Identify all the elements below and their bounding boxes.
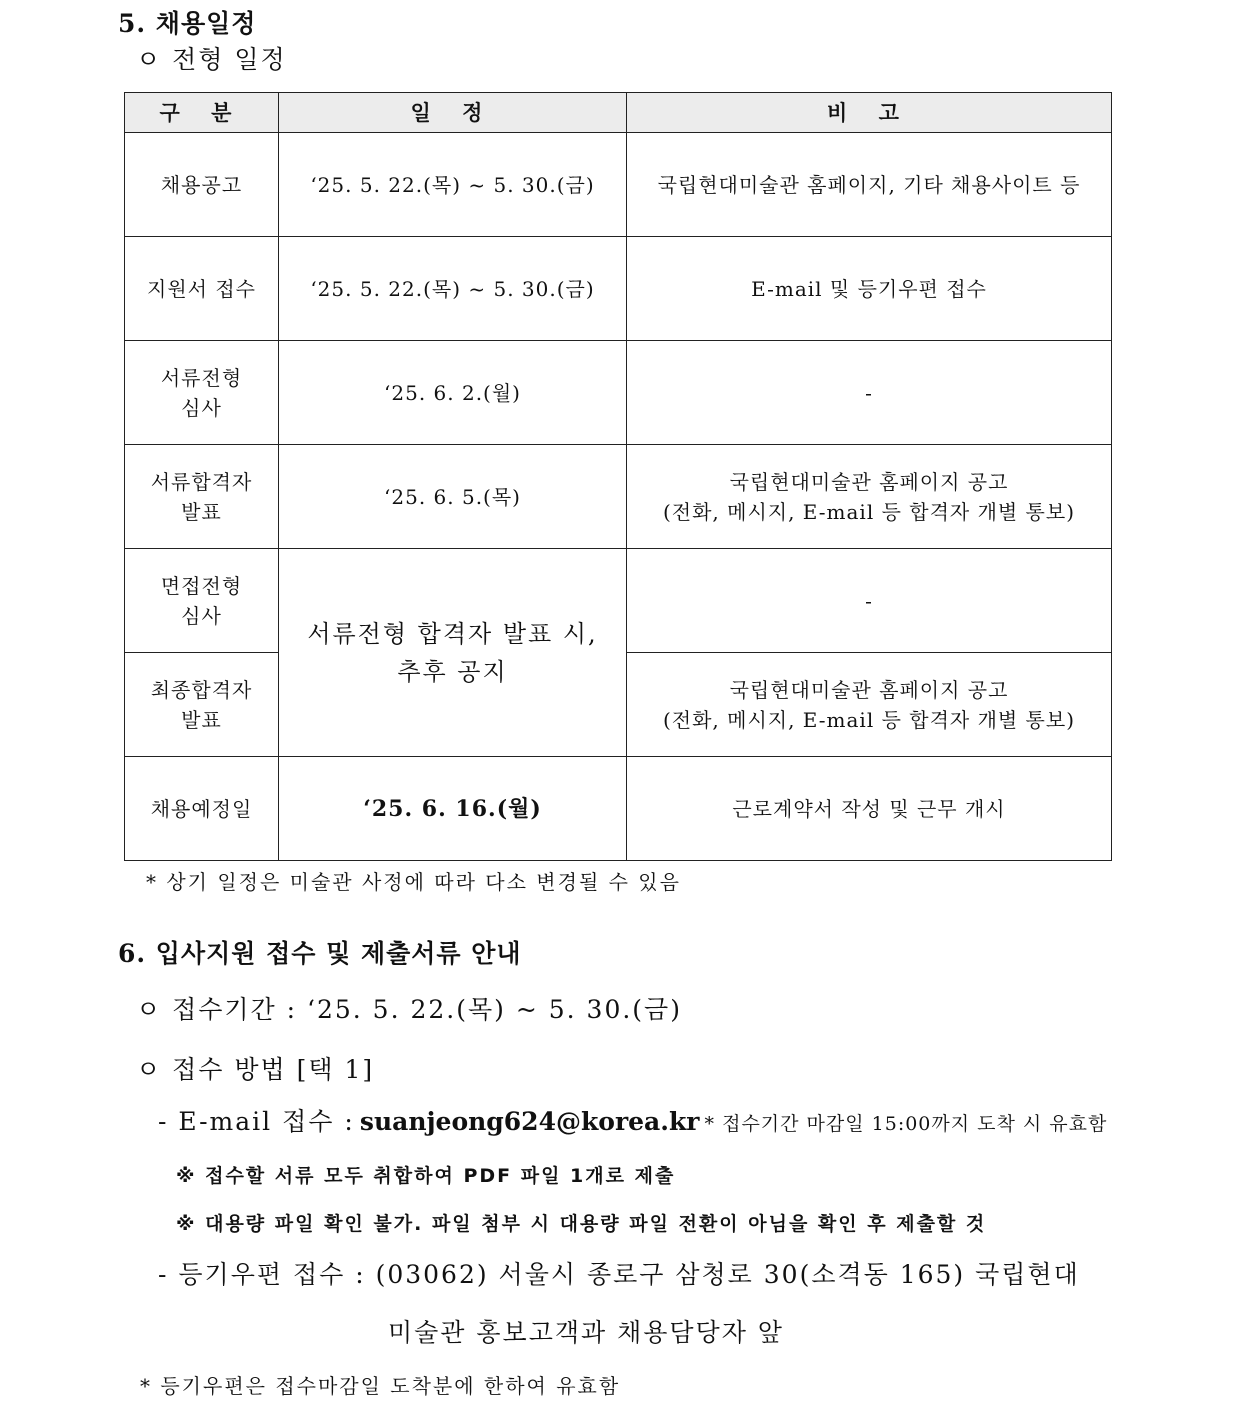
table-row: [125, 237, 1112, 341]
table-row: [125, 757, 1112, 861]
row-note: 국립현대미술관 홈페이지 공고 (전화, 메시지, E-mail 등 합격자 개별 통보): [627, 445, 1112, 549]
warning-pdf: ※ 접수할 서류 모두 취합하여 PDF 파일 1개로 제출: [176, 1165, 676, 1187]
row-date: ‘25. 6. 5.(목): [279, 445, 627, 549]
row-date: ‘25. 6. 16.(월): [279, 757, 627, 861]
row-note: E-mail 및 등기우편 접수: [627, 237, 1112, 341]
section-5-subtitle: ㅇ 전형 일정: [136, 45, 287, 74]
table-row: [125, 341, 1112, 445]
row-note: 근로계약서 작성 및 근무 개시: [627, 757, 1112, 861]
period-value: ‘25. 5. 22.(목) ~ 5. 30.(금): [307, 995, 682, 1024]
table-row: [125, 549, 1112, 653]
row-category: 면접전형 심사: [125, 549, 279, 653]
row-date: ‘25. 5. 22.(목) ~ 5. 30.(금): [279, 133, 627, 237]
row-note: 국립현대미술관 홈페이지 공고 (전화, 메시지, E-mail 등 합격자 개별 통보): [627, 653, 1112, 757]
email-note: * 접수기간 마감일 15:00까지 도착 시 유효함: [704, 1113, 1108, 1135]
header-category: 구 분: [125, 93, 279, 133]
email-address: suanjeong624@korea.kr: [359, 1107, 700, 1136]
section-6-title: 6. 입사지원 접수 및 제출서류 안내: [118, 939, 522, 968]
row-category: 채용예정일: [125, 757, 279, 861]
table-row: [125, 133, 1112, 237]
row-category: 최종합격자 발표: [125, 653, 279, 757]
row-category: 서류합격자 발표: [125, 445, 279, 549]
row-category: 채용공고: [125, 133, 279, 237]
merged-date-cell: 서류전형 합격자 발표 시, 추후 공지: [279, 549, 627, 757]
mail-label: - 등기우편 접수 :: [158, 1260, 366, 1289]
row-category: 지원서 접수: [125, 237, 279, 341]
row-note: 국립현대미술관 홈페이지, 기타 채용사이트 등: [627, 133, 1112, 237]
header-note: 비 고: [627, 93, 1112, 133]
email-line: [158, 1102, 1107, 1138]
warning-large-file: ※ 대용량 파일 확인 불가. 파일 첨부 시 대용량 파일 전환이 아님을 확인 후 제출할 것: [176, 1213, 987, 1235]
row-date: ‘25. 6. 2.(월): [279, 341, 627, 445]
row-date: ‘25. 5. 22.(목) ~ 5. 30.(금): [279, 237, 627, 341]
schedule-footnote: * 상기 일정은 미술관 사정에 따라 다소 변경될 수 있음: [146, 870, 681, 894]
email-label: - E-mail 접수 :: [158, 1107, 355, 1136]
section-5-title: 5. 채용일정: [118, 9, 257, 38]
table-row: [125, 445, 1112, 549]
row-note: -: [627, 549, 1112, 653]
mail-address-1: (03062) 서울시 종로구 삼청로 30(소격동 165) 국립현대: [375, 1260, 1080, 1289]
mail-address-2: 미술관 홍보고객과 채용담당자 앞: [388, 1318, 784, 1347]
mail-line: [158, 1255, 1080, 1291]
schedule-table: [124, 92, 1112, 861]
mail-footnote: * 등기우편은 접수마감일 도착분에 한하여 유효함: [140, 1374, 621, 1398]
period-line: [136, 990, 682, 1026]
header-date: 일 정: [279, 93, 627, 133]
row-category: 서류전형 심사: [125, 341, 279, 445]
table-header-row: [125, 93, 1112, 133]
method-label: ㅇ 접수 방법 [택 1]: [136, 1055, 375, 1084]
row-note: -: [627, 341, 1112, 445]
period-label: ㅇ 접수기간 :: [136, 995, 298, 1024]
